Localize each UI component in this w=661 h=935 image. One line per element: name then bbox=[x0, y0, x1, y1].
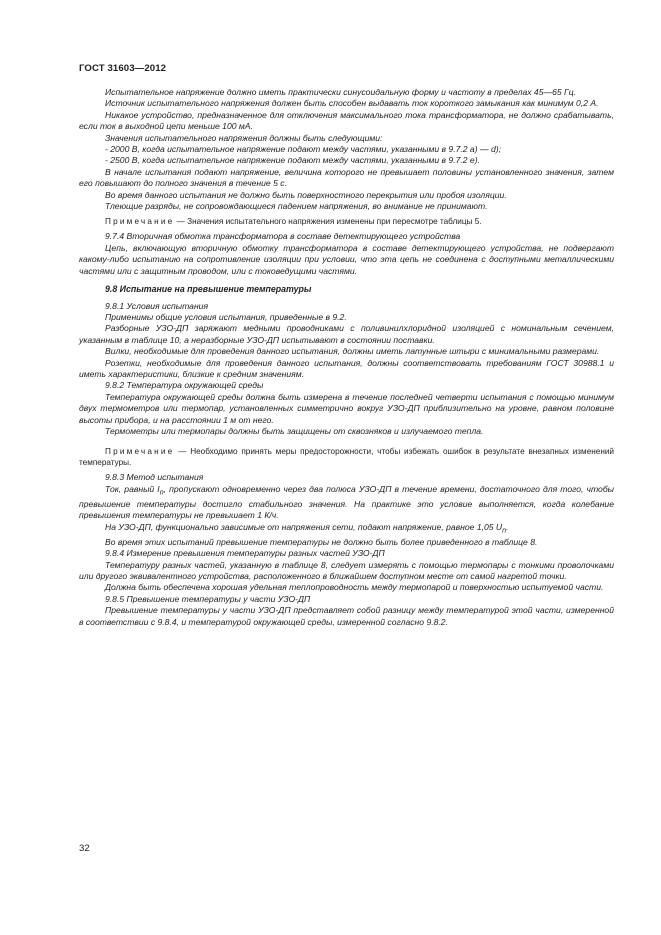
section-heading: 9.8 Испытание на превышение температуры bbox=[105, 284, 312, 295]
paragraph: Ток, равный $I_n$, пропускают одновременно через два полюса УЗО-ДП в течение времени, достаточного для того, чтобы превышение температуры достигло стабильного значения. На практике это условие выполняется, когда колебание превышения температуры не превышает 1 К/ч. bbox=[79, 483, 614, 521]
paragraph: Никакое устройство, предназначенное для отключения максимального тока трансформатора, не должно срабатывать, если ток в выходной цепи меньше 100 мА. bbox=[79, 109, 614, 132]
paragraph: Вилки, необходимые для проведения данного испытания, должны иметь латунные штыри с минимальными размерами. bbox=[105, 346, 600, 357]
subsection-heading: 9.8.2 Температура окружающей среды bbox=[105, 380, 264, 391]
note bbox=[79, 216, 614, 227]
page-number: 32 bbox=[79, 843, 90, 854]
paragraph: Разборные УЗО-ДП заряжают медными проводниками с поливинилхлоридной изоляцией с номинальным сечением, указанным в таблице 10, а неразборные УЗО-ДП испытывают в состоянии поставки. bbox=[79, 323, 614, 345]
paragraph: Значения испытательного напряжения должны быть следующими: bbox=[105, 132, 383, 143]
note-text: — Необходимо принять меры предосторожности, чтобы избежать ошибок в результате внезапных изменений температуры. bbox=[79, 447, 614, 468]
subsection-heading: 9.8.5 Превышение температуры у части УЗО-ДП bbox=[105, 593, 311, 604]
note-label: Примечание bbox=[105, 217, 175, 227]
subsection-heading: 9.8.1 Условия испытания bbox=[105, 300, 209, 311]
note-text: — Значения испытательного напряжения изменены при пересмотре таблицы 5. bbox=[174, 217, 482, 227]
document-header: ГОСТ 31603—2012 bbox=[79, 63, 167, 74]
paragraph: Температуру разных частей, указанную в таблице 8, следует измерять с помощью термопары с тонкими проволочками или другого эквивалентного устройства, расположенного в ближайшем доступном месте от самой нагретой точки. bbox=[79, 559, 614, 582]
paragraph: Термометры или термопары должны быть защищены от сквозняков и излучаемого тепла. bbox=[105, 425, 484, 436]
paragraph: Температура окружающей среды должна быть измерена в течение последней четверти испытания с помощью минимум двух термометров или термопар, установленных симметрично вокруг УЗО-ДП приблизительно на уровне, равном половине высоты прибора, и на расстоянии 1 м от него. bbox=[79, 391, 614, 425]
paragraph: Цепь, включающую вторичную обмотку трансформатора в составе детектирующего устройства, не подвергают какому-либо испытанию на сопротивление изоляции при условии, что эта цепь не соединена с доступными металлическими частями или с защитным проводом, или с токоведущими частями. bbox=[79, 242, 614, 276]
list-item: - 2000 В, когда испытательное напряжение подают между частями, указанными в 9.7.2 а) — d); bbox=[105, 144, 501, 155]
paragraph: Во время этих испытаний превышение температуры не должно быть более приведенного в таблице 8. bbox=[105, 536, 538, 547]
list-item: - 2500 В, когда испытательное напряжение подают между частями, указанными в 9.7.2 е). bbox=[105, 155, 480, 166]
subsection-heading: 9.8.3 Метод испытания bbox=[105, 472, 204, 483]
paragraph: В начале испытания подают напряжение, величина которого не превышает половины установленного значения, затем его повышают до полного значения в течение 5 с. bbox=[79, 166, 614, 189]
subsection-heading: 9.8.4 Измерение превышения температуры разных частей УЗО-ДП bbox=[105, 548, 385, 559]
note-label: Примечание bbox=[105, 447, 175, 457]
paragraph: Розетки, необходимые для проведения данного испытания, должны соответствовать требованиям ГОСТ 30988.1 и иметь характеристики, близкие к средним значениям. bbox=[79, 357, 614, 379]
paragraph: Тлеющие разряды, не сопровождающиеся падением напряжения, во внимание не принимают. bbox=[105, 201, 488, 212]
document-body bbox=[79, 87, 614, 628]
paragraph: Источник испытательного напряжения должен быть способен выдавать ток короткого замыкания как минимум 0,2 А. bbox=[105, 98, 599, 109]
paragraph: Превышение температуры у части УЗО-ДП представляет собой разницу между температурой этой части, измеренной в соответствии с 9.8.4, и температурой окружающей среды, измеренной согласно 9.8.2. bbox=[79, 605, 614, 627]
paragraph: Применимы общие условия испытания, приведенные в 9.2. bbox=[105, 311, 347, 322]
paragraph: На УЗО-ДП, функционально зависимые от напряжения сети, подают напряжение, равное 1,05 $U_n$. bbox=[105, 521, 509, 535]
paragraph: Во время данного испытания не должно быть поверхностного перекрытия или пробоя изоляции. bbox=[105, 189, 507, 200]
paragraph: Должна быть обеспечена хорошая удельная теплопроводность между термопарой и поверхностью испытуемой части. bbox=[105, 582, 604, 593]
subsection-heading: 9.7.4 Вторичная обмотка трансформатора в составе детектирующего устройства bbox=[105, 231, 461, 242]
paragraph: Испытательное напряжение должно иметь практически синусоидальную форму и частоту в пределах 45—65 Гц. bbox=[105, 87, 576, 97]
note bbox=[79, 446, 614, 468]
